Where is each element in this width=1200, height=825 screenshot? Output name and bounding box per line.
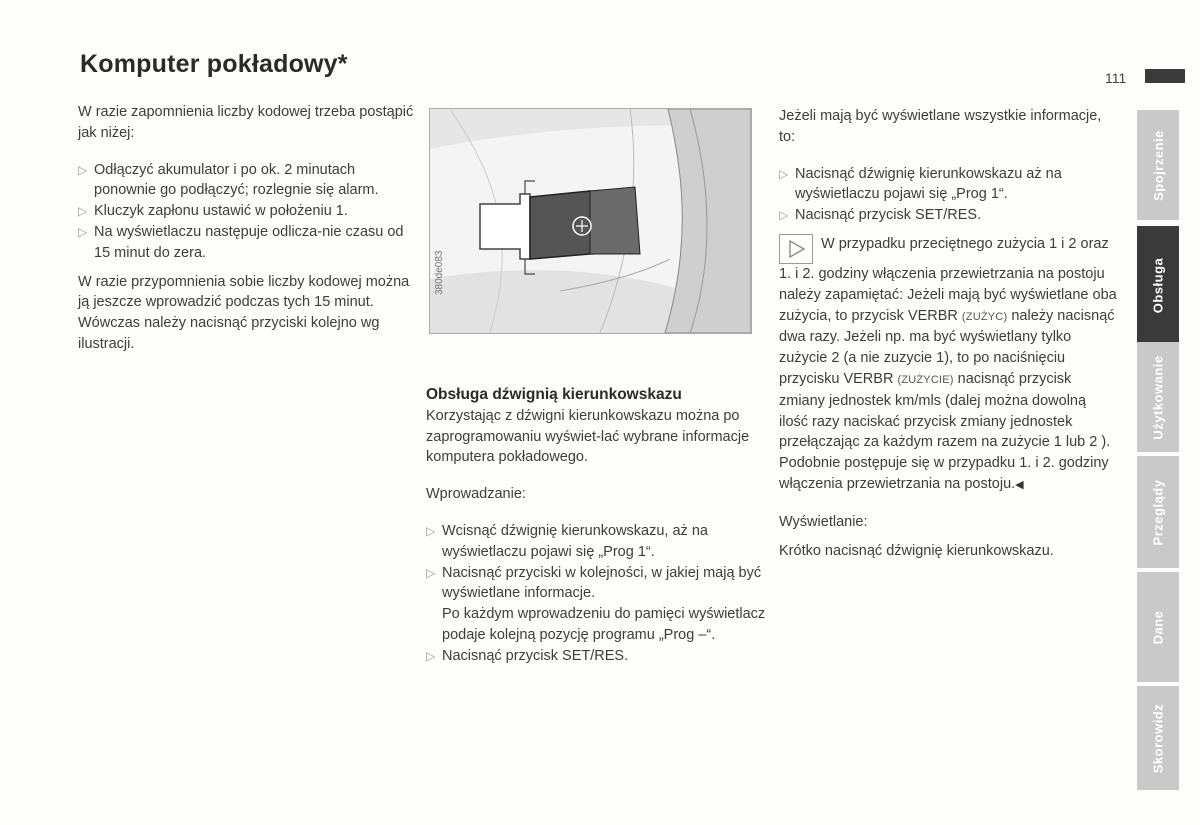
end-mark-icon: ◀	[1015, 478, 1024, 491]
list-item-text: Na wyświetlaczu następuje odlicza-nie czasu od 15 minut do zera.	[94, 223, 404, 261]
tab-label: Skorowidz	[1150, 703, 1166, 773]
tab-obsluga[interactable]	[1137, 226, 1179, 344]
list-item-text: Kluczyk zapłonu ustawić w położeniu 1.	[94, 203, 348, 220]
intro-text: Jeżeli mają być wyświetlane wszystkie informacje, to:	[779, 108, 1102, 145]
tip-small-label: (ZUŻYC)	[961, 310, 1008, 323]
tab-dane[interactable]	[1137, 572, 1179, 682]
list-item-text: Wcisnąć dźwignię kierunkowskazu, aż na wyświetlaczu pojawi się „Prog 1“.	[442, 522, 708, 560]
bullet-triangle-icon: ▷	[426, 565, 436, 580]
column-left	[78, 102, 418, 355]
list-item-text: Nacisnąć przycisk SET/RES.	[795, 207, 982, 224]
section-label: Wprowadzanie:	[426, 486, 526, 503]
tab-label: Obsługa	[1150, 257, 1166, 313]
turn-signal-lever-illustration	[429, 108, 752, 334]
section-label: Wyświetlanie:	[779, 513, 868, 530]
bullet-triangle-icon: ▷	[779, 166, 789, 181]
list-item	[426, 646, 771, 667]
tab-przeglady[interactable]	[1137, 456, 1179, 568]
steering-column-drawing	[430, 109, 751, 333]
tab-spojrzenie[interactable]	[1137, 110, 1179, 220]
list-sub-text	[426, 604, 771, 646]
list-item-text: Nacisnąć przyciski w kolejności, w jakiej mają być wyświetlane informacje.	[442, 564, 762, 602]
tab-label: Przeglądy	[1150, 479, 1166, 545]
list-item	[78, 201, 418, 222]
bullet-triangle-icon: ▷	[426, 648, 436, 663]
illustration-code: 380de083	[434, 250, 445, 295]
column-middle	[426, 385, 771, 667]
bullet-triangle-icon: ▷	[78, 224, 88, 239]
paragraph: Krótko nacisnąć dźwignię kierunkowskazu.	[779, 542, 1054, 559]
tab-label: Użytkowanie	[1150, 354, 1166, 440]
list-item	[426, 563, 771, 605]
tab-label: Dane	[1150, 610, 1166, 644]
column-right	[779, 106, 1119, 561]
page-number-bar	[1145, 69, 1185, 83]
tip-arrow-icon	[779, 234, 813, 264]
list-item-text: Po każdym wprowadzeniu do pamięci wyświetlacz podaje kolejną pozycję programu „Prog –“.	[442, 606, 766, 643]
list-item	[78, 222, 418, 264]
list-item-text: Odłączyć akumulator i po ok. 2 minutach ponownie go podłączyć; rozlegnie się alarm.	[94, 161, 379, 199]
paragraph: Korzystając z dźwigni kierunkowskazu można po zaprogramowaniu wyświet-lać wybrane informacje komputera pokładowego.	[426, 407, 750, 466]
list-item	[78, 160, 418, 202]
list-item	[426, 521, 771, 563]
list-item	[779, 205, 1119, 226]
tip-text: nacisnąć przycisk zmiany jednostek km/mls (dalej można dowolną ilość razy naciskać przycisk zmiany jednostek przełączając za każdym razem na zużycie 1 lub 2 ). Podobnie postępuje się w przypadku 1. i 2. godziny włączenia przewietrzania na postoju.	[779, 370, 1111, 492]
tab-skorowidz[interactable]	[1137, 686, 1179, 790]
tip-text: należy nacisnąć dwa razy. Jeżeli np. ma być wyświetlany tylko zużycie 2 (a nie zuzycie 1), to po naciśnięciu przycisku VERBR	[779, 307, 1115, 387]
page-number: 111	[1105, 70, 1127, 86]
list-item-text: Nacisnąć przycisk SET/RES.	[442, 647, 629, 664]
bullet-triangle-icon: ▷	[426, 523, 436, 538]
page-title: Komputer pokładowy*	[80, 50, 348, 78]
tab-label: Spojrzenie	[1150, 129, 1166, 201]
bullet-triangle-icon: ▷	[779, 208, 789, 223]
bullet-triangle-icon: ▷	[78, 204, 88, 219]
tab-uzytkowanie[interactable]	[1137, 342, 1179, 452]
tip-small-label: (ZUŻYCIE)	[897, 373, 954, 386]
tip-text: W przypadku przeciętnego zużycia 1 i 2 oraz 1. i 2. godziny włączenia przewietrzania na postoju należy zapamiętać: Jeżeli mają być wyświetlane oba zużycia, to przycisk VERBR	[779, 235, 1117, 324]
paragraph: W razie przypomnienia sobie liczby kodowej można ją jeszcze wprowadzić podczas tych 15 minut. Wówczas należy nacisnąć przyciski kolejno wg ilustracji.	[78, 273, 410, 352]
bullet-triangle-icon: ▷	[78, 162, 88, 177]
section-heading: Obsługa dźwignią kierunkowskazu	[426, 386, 682, 403]
list-item	[779, 164, 1119, 206]
list-item-text: Nacisnąć dźwignię kierunkowskazu aż na wyświetlaczu pojawi się „Prog 1“.	[795, 165, 1062, 203]
intro-text: W razie zapomnienia liczby kodowej trzeba postąpić jak niżej:	[78, 104, 414, 141]
tip-paragraph	[779, 234, 1119, 496]
